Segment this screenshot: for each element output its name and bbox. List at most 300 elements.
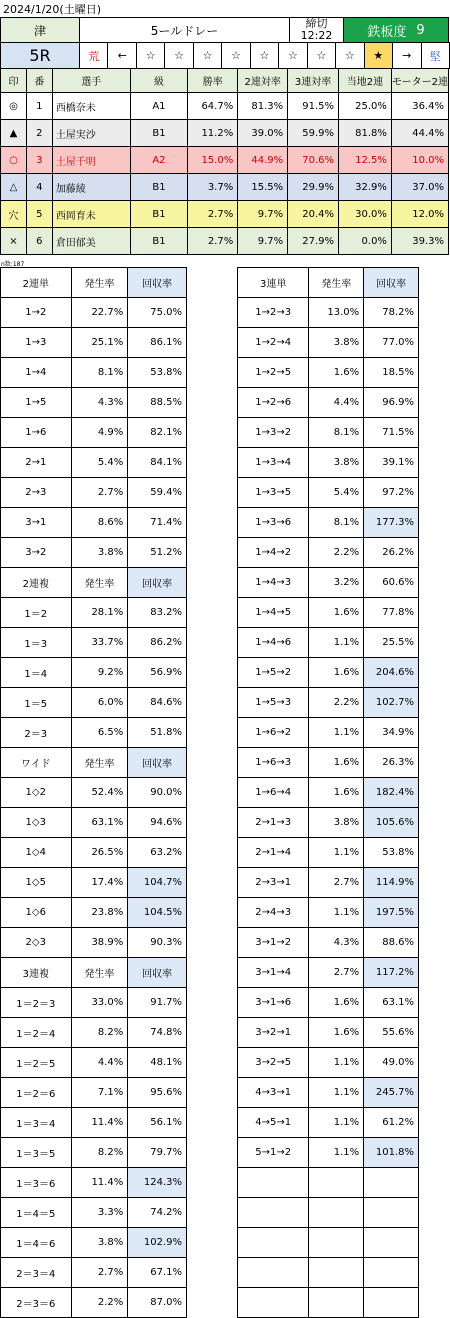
return-rate: 84.6% <box>128 688 187 718</box>
odds-row <box>238 868 419 898</box>
return-rate: 39.1% <box>364 448 419 478</box>
odds-row <box>238 598 419 628</box>
return-rate: 82.1% <box>128 418 187 448</box>
bet-combination: 1＝3＝6 <box>1 1168 72 1198</box>
venue-name: 津 <box>33 23 46 38</box>
sample-count: n数:187 <box>1 261 25 268</box>
bet-combination: 1→3→6 <box>238 508 309 538</box>
bet-combination: 3連単 <box>238 268 309 298</box>
return-rate: 86.1% <box>128 328 187 358</box>
hit-rate: 4.4% <box>309 388 364 418</box>
race-name: 5ールドレー <box>150 23 219 38</box>
race-name-cell <box>79 17 290 43</box>
odds-row <box>1 508 187 538</box>
hit-rate: 8.2% <box>71 1138 128 1168</box>
bet-combination: 1→4→2 <box>238 538 309 568</box>
entry-row <box>1 174 449 201</box>
return-rate: 177.3% <box>364 508 419 538</box>
return-rate: 63.1% <box>364 988 419 1018</box>
arrow-right-icon: → <box>392 42 421 69</box>
odds-row <box>1 388 187 418</box>
return-rate: 56.1% <box>128 1108 187 1138</box>
return-rate: 83.2% <box>128 598 187 628</box>
motor-top2-rate: 37.0% <box>391 174 448 201</box>
win-rate: 3.7% <box>188 174 238 201</box>
hit-rate: 1.1% <box>309 1138 364 1168</box>
odds-row <box>238 478 419 508</box>
odds-row <box>1 448 187 478</box>
return-rate: 回収率 <box>364 268 419 298</box>
hit-rate: 1.1% <box>309 718 364 748</box>
win-rate: 15.0% <box>188 147 238 174</box>
column-header: 2連対率 <box>238 69 288 93</box>
top2-rate: 39.0% <box>238 120 288 147</box>
return-rate: 204.6% <box>364 658 419 688</box>
hit-rate: 63.1% <box>71 808 128 838</box>
prediction-mark: ▲ <box>1 120 27 147</box>
bet-combination: 1→2→3 <box>238 298 309 328</box>
bet-combination <box>238 1228 309 1258</box>
return-rate: 55.6% <box>364 1018 419 1048</box>
odds-row <box>238 658 419 688</box>
return-rate: 88.5% <box>128 388 187 418</box>
top3-rate: 70.6% <box>288 147 339 174</box>
bet-combination: 2→3→1 <box>238 868 309 898</box>
odds-row <box>1 1138 187 1168</box>
return-rate: 117.2% <box>364 958 419 988</box>
hit-rate: 5.4% <box>71 448 128 478</box>
odds-row <box>1 1258 187 1288</box>
hit-rate: 33.0% <box>71 988 128 1018</box>
racer-name: 土屋実沙 <box>52 120 130 147</box>
bet-combination: 2連単 <box>1 268 72 298</box>
return-rate: 53.8% <box>364 838 419 868</box>
column-header: 3連対率 <box>288 69 339 93</box>
prediction-mark: ◎ <box>1 93 27 120</box>
star-icon: ☆ <box>278 42 307 69</box>
entry-row <box>1 147 449 174</box>
local-top2-rate: 25.0% <box>339 93 392 120</box>
return-rate: 56.9% <box>128 658 187 688</box>
bet-combination: 3→1→6 <box>238 988 309 1018</box>
hit-rate: 1.6% <box>309 1018 364 1048</box>
odds-row <box>238 928 419 958</box>
bet-combination: 1＝2 <box>1 598 72 628</box>
hit-rate: 発生率 <box>71 958 128 988</box>
return-rate: 回収率 <box>128 748 187 778</box>
local-top2-rate: 32.9% <box>339 174 392 201</box>
return-rate: 51.2% <box>128 538 187 568</box>
odds-row <box>1 1018 187 1048</box>
bet-combination: 3連複 <box>1 958 72 988</box>
bet-combination: 2→4→3 <box>238 898 309 928</box>
odds-row <box>1 838 187 868</box>
return-rate: 18.5% <box>364 358 419 388</box>
return-rate: 114.9% <box>364 868 419 898</box>
return-rate: 88.6% <box>364 928 419 958</box>
return-rate: 59.4% <box>128 478 187 508</box>
return-rate <box>364 1258 419 1288</box>
racer-name: 西橋奈未 <box>52 93 130 120</box>
star-icon: ☆ <box>193 42 222 69</box>
odds-row <box>238 718 419 748</box>
hit-rate: 1.1% <box>309 898 364 928</box>
odds-row <box>238 1228 419 1258</box>
star-icon: ☆ <box>307 42 336 69</box>
odds-row <box>238 688 419 718</box>
return-rate: 97.2% <box>364 478 419 508</box>
prediction-mark: △ <box>1 174 27 201</box>
odds-row <box>238 568 419 598</box>
odds-row <box>238 1138 419 1168</box>
boat-number: 1 <box>26 93 52 120</box>
hit-rate: 8.1% <box>309 508 364 538</box>
bet-combination: 3→1 <box>1 508 72 538</box>
hit-rate <box>309 1288 364 1318</box>
return-rate: 102.7% <box>364 688 419 718</box>
win-rate: 64.7% <box>188 93 238 120</box>
column-header: 番 <box>26 69 52 93</box>
entry-table <box>0 68 449 255</box>
top2-rate: 9.7% <box>238 201 288 228</box>
hit-rate: 17.4% <box>71 868 128 898</box>
racer-class: B1 <box>130 228 188 255</box>
boat-number: 2 <box>26 120 52 147</box>
hit-rate: 2.2% <box>309 688 364 718</box>
bet-combination: 3→1→4 <box>238 958 309 988</box>
hit-rate: 1.6% <box>309 988 364 1018</box>
odds-row <box>238 1168 419 1198</box>
odds-row <box>238 958 419 988</box>
odds-row <box>1 868 187 898</box>
bet-combination: 1→4 <box>1 358 72 388</box>
hit-rate: 2.2% <box>309 538 364 568</box>
bet-combination: 3→2 <box>1 538 72 568</box>
bet-combination: 1◇6 <box>1 898 72 928</box>
race-number: 5R <box>29 46 51 65</box>
odds-row <box>1 808 187 838</box>
bet-combination: 1＝2＝3 <box>1 988 72 1018</box>
bet-combination: 2→1 <box>1 448 72 478</box>
odds-row <box>1 358 187 388</box>
hit-rate: 1.6% <box>309 598 364 628</box>
racer-class: B1 <box>130 120 188 147</box>
hit-rate: 1.1% <box>309 1108 364 1138</box>
bet-combination: 2◇3 <box>1 928 72 958</box>
odds-row <box>1 1198 187 1228</box>
column-header: 勝率 <box>188 69 238 93</box>
bet-combination: 1◇3 <box>1 808 72 838</box>
hit-rate: 2.2% <box>71 1288 128 1318</box>
return-rate: 60.6% <box>364 568 419 598</box>
odds-row <box>1 598 187 628</box>
bet-combination: 3→2→1 <box>238 1018 309 1048</box>
hit-rate: 1.1% <box>309 628 364 658</box>
return-rate: 51.8% <box>128 718 187 748</box>
hit-rate: 1.1% <box>309 1078 364 1108</box>
bet-combination: 2＝3 <box>1 718 72 748</box>
race-date: 2024/1/20(土曜日) <box>3 3 101 16</box>
bet-combination: 1→6 <box>1 418 72 448</box>
return-rate: 84.1% <box>128 448 187 478</box>
return-rate: 86.2% <box>128 628 187 658</box>
odds-section-header <box>1 958 187 988</box>
return-rate: 25.5% <box>364 628 419 658</box>
top2-rate: 9.7% <box>238 228 288 255</box>
top3-rate: 20.4% <box>288 201 339 228</box>
bet-combination <box>238 1168 309 1198</box>
return-rate: 94.6% <box>128 808 187 838</box>
right-odds-table <box>237 267 419 1318</box>
odds-row <box>1 898 187 928</box>
return-rate: 79.7% <box>128 1138 187 1168</box>
return-rate: 90.0% <box>128 778 187 808</box>
return-rate: 78.2% <box>364 298 419 328</box>
return-rate: 回収率 <box>128 568 187 598</box>
star-icon: ☆ <box>221 42 250 69</box>
ironclad-value: 9 <box>416 22 425 38</box>
odds-row <box>238 298 419 328</box>
motor-top2-rate: 44.4% <box>391 120 448 147</box>
return-rate: 回収率 <box>128 958 187 988</box>
return-rate: 77.0% <box>364 328 419 358</box>
top2-rate: 81.3% <box>238 93 288 120</box>
bet-combination: 1＝4＝6 <box>1 1228 72 1258</box>
hit-rate: 9.2% <box>71 658 128 688</box>
odds-row <box>238 358 419 388</box>
hit-rate: 3.8% <box>71 1228 128 1258</box>
odds-row <box>1 1108 187 1138</box>
hit-rate: 2.7% <box>71 1258 128 1288</box>
hit-rate: 6.0% <box>71 688 128 718</box>
bet-combination: 2連複 <box>1 568 72 598</box>
bet-combination: 1→3 <box>1 328 72 358</box>
boat-number: 4 <box>26 174 52 201</box>
odds-section-header <box>1 748 187 778</box>
hit-rate: 2.7% <box>71 478 128 508</box>
boat-number: 6 <box>26 228 52 255</box>
local-top2-rate: 81.8% <box>339 120 392 147</box>
racer-name: 西岡育未 <box>52 201 130 228</box>
bet-combination: 1＝3＝5 <box>1 1138 72 1168</box>
odds-row <box>1 478 187 508</box>
odds-row <box>1 328 187 358</box>
bet-combination: 1→5 <box>1 388 72 418</box>
return-rate: 75.0% <box>128 298 187 328</box>
return-rate: 124.3% <box>128 1168 187 1198</box>
return-rate: 95.6% <box>128 1078 187 1108</box>
hit-rate: 26.5% <box>71 838 128 868</box>
bet-combination: 2＝3＝6 <box>1 1288 72 1318</box>
odds-section-header <box>238 268 419 298</box>
bet-combination: 1＝2＝5 <box>1 1048 72 1078</box>
win-rate: 2.7% <box>188 201 238 228</box>
left-odds-table <box>0 267 187 1318</box>
bet-combination: 1→4→5 <box>238 598 309 628</box>
hit-rate: 22.7% <box>71 298 128 328</box>
hit-rate: 4.9% <box>71 418 128 448</box>
rough-label: 荒 <box>79 42 108 69</box>
hit-rate: 発生率 <box>71 568 128 598</box>
odds-row <box>238 748 419 778</box>
star-icon: ☆ <box>164 42 193 69</box>
hit-rate: 3.3% <box>71 1198 128 1228</box>
hit-rate: 発生率 <box>71 748 128 778</box>
top2-rate: 44.9% <box>238 147 288 174</box>
racer-class: A2 <box>130 147 188 174</box>
return-rate <box>364 1198 419 1228</box>
return-rate: 61.2% <box>364 1108 419 1138</box>
odds-row <box>238 1108 419 1138</box>
entry-row <box>1 120 449 147</box>
hit-rate: 1.1% <box>309 838 364 868</box>
bet-combination <box>238 1198 309 1228</box>
bet-combination: 1◇4 <box>1 838 72 868</box>
hit-rate: 4.4% <box>71 1048 128 1078</box>
bet-combination: 2→3 <box>1 478 72 508</box>
odds-row <box>1 778 187 808</box>
odds-row <box>1 1288 187 1318</box>
hit-rate: 8.2% <box>71 1018 128 1048</box>
bet-combination: 1＝4＝5 <box>1 1198 72 1228</box>
return-rate: 104.7% <box>128 868 187 898</box>
hit-rate: 3.2% <box>309 568 364 598</box>
racer-name: 加藤綾 <box>52 174 130 201</box>
bet-combination: 1＝3＝4 <box>1 1108 72 1138</box>
bet-combination: 1→4→3 <box>238 568 309 598</box>
win-rate: 2.7% <box>188 228 238 255</box>
hit-rate: 1.6% <box>309 358 364 388</box>
bet-combination: 1→4→6 <box>238 628 309 658</box>
hit-rate: 発生率 <box>71 268 128 298</box>
bet-combination: 1＝4 <box>1 658 72 688</box>
hit-rate <box>309 1198 364 1228</box>
prediction-mark: × <box>1 228 27 255</box>
bet-combination: 1◇5 <box>1 868 72 898</box>
return-rate <box>364 1288 419 1318</box>
prediction-mark: 穴 <box>1 201 27 228</box>
hit-rate: 発生率 <box>309 268 364 298</box>
odds-row <box>238 898 419 928</box>
return-rate: 74.2% <box>128 1198 187 1228</box>
odds-row <box>238 538 419 568</box>
bet-combination: 1→2→4 <box>238 328 309 358</box>
return-rate: 77.8% <box>364 598 419 628</box>
odds-row <box>238 418 419 448</box>
hit-rate <box>309 1168 364 1198</box>
bet-combination: 1→3→4 <box>238 448 309 478</box>
odds-row <box>238 808 419 838</box>
local-top2-rate: 12.5% <box>339 147 392 174</box>
hit-rate: 1.6% <box>309 778 364 808</box>
hit-rate: 3.8% <box>309 808 364 838</box>
deadline-cell <box>289 17 344 43</box>
return-rate <box>364 1168 419 1198</box>
hit-rate: 8.1% <box>71 358 128 388</box>
return-rate: 63.2% <box>128 838 187 868</box>
hit-rate: 52.4% <box>71 778 128 808</box>
bet-combination: 3→2→5 <box>238 1048 309 1078</box>
motor-top2-rate: 12.0% <box>391 201 448 228</box>
column-header: モーター2連 <box>391 69 448 93</box>
hit-rate: 4.3% <box>71 388 128 418</box>
odds-section-header <box>1 568 187 598</box>
bet-combination: 1→5→2 <box>238 658 309 688</box>
bet-combination: 2＝3＝4 <box>1 1258 72 1288</box>
racer-class: A1 <box>130 93 188 120</box>
odds-row <box>238 508 419 538</box>
return-rate: 74.8% <box>128 1018 187 1048</box>
local-top2-rate: 30.0% <box>339 201 392 228</box>
bet-combination: 2→1→4 <box>238 838 309 868</box>
bet-combination: 1→2→5 <box>238 358 309 388</box>
bet-combination: 1◇2 <box>1 778 72 808</box>
bet-combination: 3→1→2 <box>238 928 309 958</box>
star-icon: ☆ <box>335 42 364 69</box>
bet-combination: 4→5→1 <box>238 1108 309 1138</box>
hit-rate <box>309 1228 364 1258</box>
hit-rate: 11.4% <box>71 1168 128 1198</box>
odds-row <box>238 838 419 868</box>
hit-rate: 33.7% <box>71 628 128 658</box>
return-rate: 96.9% <box>364 388 419 418</box>
hit-rate: 4.3% <box>309 928 364 958</box>
racer-class: B1 <box>130 201 188 228</box>
return-rate: 回収率 <box>128 268 187 298</box>
bet-combination <box>238 1258 309 1288</box>
return-rate: 87.0% <box>128 1288 187 1318</box>
return-rate: 67.1% <box>128 1258 187 1288</box>
deadline-label: 締切 <box>305 17 328 30</box>
boat-number: 5 <box>26 201 52 228</box>
odds-row <box>238 1198 419 1228</box>
odds-row <box>1 688 187 718</box>
odds-row <box>1 298 187 328</box>
motor-top2-rate: 10.0% <box>391 147 448 174</box>
bet-combination: 1＝3 <box>1 628 72 658</box>
return-rate: 53.8% <box>128 358 187 388</box>
racer-name: 倉田郁美 <box>52 228 130 255</box>
return-rate: 26.3% <box>364 748 419 778</box>
odds-row <box>238 628 419 658</box>
odds-section-header <box>1 268 187 298</box>
return-rate: 104.5% <box>128 898 187 928</box>
solid-label: 堅 <box>421 42 450 69</box>
entry-header-row <box>1 69 449 93</box>
bet-combination: ワイド <box>1 748 72 778</box>
return-rate: 101.8% <box>364 1138 419 1168</box>
bet-combination: 4→3→1 <box>238 1078 309 1108</box>
bet-combination: 1→2→6 <box>238 388 309 418</box>
odds-row <box>238 328 419 358</box>
odds-row <box>1 628 187 658</box>
odds-row <box>238 1288 419 1318</box>
column-header: 級 <box>130 69 188 93</box>
bet-combination: 1→6→2 <box>238 718 309 748</box>
odds-row <box>1 1168 187 1198</box>
bet-combination: 1→6→3 <box>238 748 309 778</box>
hit-rate: 1.6% <box>309 748 364 778</box>
column-header: 選手 <box>52 69 130 93</box>
hit-rate: 38.9% <box>71 928 128 958</box>
column-header: 印 <box>1 69 27 93</box>
local-top2-rate: 0.0% <box>339 228 392 255</box>
prediction-mark: ○ <box>1 147 27 174</box>
odds-row <box>1 538 187 568</box>
odds-row <box>1 658 187 688</box>
venue-cell <box>0 17 80 43</box>
odds-row <box>238 778 419 808</box>
